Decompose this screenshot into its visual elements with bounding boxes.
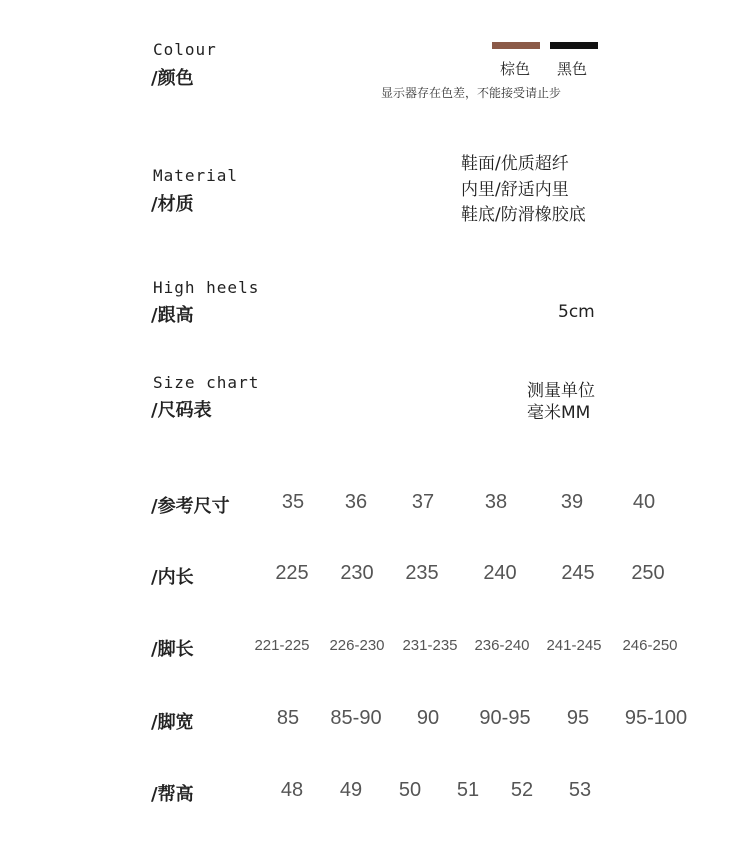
table-cell: 38	[484, 491, 508, 513]
table-row-label: /内长	[151, 567, 194, 588]
table-cell: 40	[632, 491, 656, 513]
unit-line-2: 毫米MM	[527, 403, 591, 423]
table-cell: 240	[483, 562, 517, 584]
table-cell: 35	[281, 491, 305, 513]
heels-value: 5cm	[558, 302, 595, 322]
table-cell: 48	[280, 779, 304, 801]
table-cell: 225	[275, 562, 309, 584]
table-cell: 95	[566, 707, 590, 729]
table-cell: 235	[405, 562, 439, 584]
table-cell: 49	[339, 779, 363, 801]
colour-label-cn: /颜色	[151, 68, 194, 89]
table-cell: 246-250	[622, 637, 678, 654]
heels-label-en: High heels	[153, 278, 260, 297]
heels-label-cn: /跟高	[151, 305, 194, 326]
table-cell: 230	[340, 562, 374, 584]
table-row-label: /帮高	[151, 784, 194, 805]
black-swatch-label: 黑色	[557, 60, 588, 78]
brown-swatch-label: 棕色	[500, 60, 531, 78]
brown-swatch	[492, 42, 540, 49]
table-cell: 221-225	[254, 637, 310, 654]
table-cell: 85	[276, 707, 300, 729]
table-cell: 231-235	[402, 637, 458, 654]
table-cell: 85-90	[330, 707, 382, 729]
table-cell: 39	[560, 491, 584, 513]
table-cell: 90	[416, 707, 440, 729]
table-cell: 37	[411, 491, 435, 513]
table-row-label: /脚宽	[151, 712, 194, 733]
table-cell: 226-230	[329, 637, 385, 654]
table-cell: 95-100	[624, 707, 688, 729]
table-cell: 36	[344, 491, 368, 513]
material-label-cn: /材质	[151, 194, 194, 215]
size-chart-label-en: Size chart	[153, 373, 260, 392]
material-sole: 鞋底/防滑橡胶底	[461, 205, 586, 225]
material-label-en: Material	[153, 166, 239, 185]
unit-line-1: 测量单位	[527, 381, 595, 401]
table-cell: 51	[456, 779, 480, 801]
table-cell: 245	[561, 562, 595, 584]
table-cell: 250	[631, 562, 665, 584]
table-row-label: /参考尺寸	[151, 496, 230, 517]
table-cell: 90-95	[479, 707, 531, 729]
table-cell: 241-245	[546, 637, 602, 654]
colour-label-en: Colour	[153, 40, 217, 59]
material-upper: 鞋面/优质超纤	[461, 154, 569, 174]
table-cell: 52	[510, 779, 534, 801]
table-cell: 236-240	[474, 637, 530, 654]
black-swatch	[550, 42, 598, 49]
material-lining: 内里/舒适内里	[461, 180, 569, 200]
table-cell: 53	[568, 779, 592, 801]
table-row-label: /脚长	[151, 639, 194, 660]
table-cell: 50	[398, 779, 422, 801]
size-chart-label-cn: /尺码表	[151, 400, 212, 421]
colour-note: 显示器存在色差，不能接受请止步	[381, 86, 562, 100]
